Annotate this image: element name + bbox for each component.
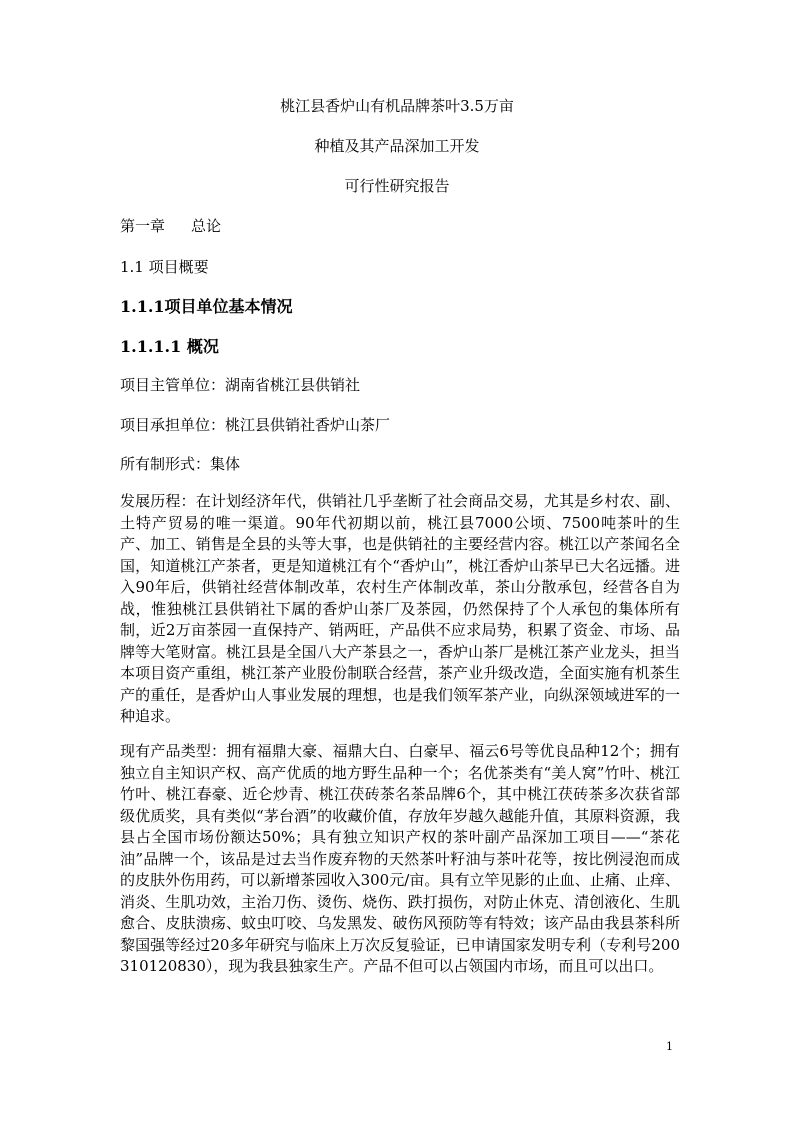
undertaker-unit: 项目承担单位：桃江县供销社香炉山茶厂 [120,416,391,434]
section-heading-1-1-1-1: 1.1.1.1 概况 [120,337,219,356]
report-title-line-1: 桃江县香炉山有机品牌茶叶3.5万亩 [280,97,514,115]
section-heading-1-1: 1.1 项目概要 [120,258,209,276]
supervisor-unit: 项目主管单位：湖南省桃江县供销社 [120,376,361,394]
chapter-name: 总论 [191,217,222,235]
page-number: 1 [666,1040,673,1053]
chapter-heading [120,216,221,236]
history-paragraph: 发展历程：在计划经济年代，供销社几乎垄断了社会商品交易，尤其是乡村农、副、土特产贸易的唯一渠道。90年代初期以前，桃江县7000公顷、7500吨茶叶的生产、加工、销售是全县的头等大事，也是供销社的主要经营内容。桃江以产茶闻名全国，知道桃江产茶者，更是知道桃江有个“香炉山”，桃江香炉山茶早已大名远播。进入90年后，供销社经营体制改革，农村生产体制改革，茶山分散承包，经营各自为战，惟独桃江县供销社下属的香炉山茶厂及茶园，仍然保持了个人承包的集体所有制，近2万亩茶园一直保持产、销两旺，产品供不应求局势，积累了资金、市场、品牌等大笔财富。桃江县是全国八大产茶县之一，香炉山茶厂是桃江茶产业龙头，担当本项目资产重组，桃江茶产业股份制联合经营，茶产业升级改造，全面实施有机茶生产的重任，是香炉山人事业发展的理想，也是我们领军茶产业，向纵深领域进军的一种追求。 [120,492,680,725]
section-heading-1-1-1: 1.1.1项目单位基本情况 [120,297,293,316]
products-paragraph: 现有产品类型：拥有福鼎大豪、福鼎大白、白豪早、福云6号等优良品种12个；拥有独立自主知识产权、高产优质的地方野生品种一个；名优茶类有“美人窝”竹叶、桃江竹叶、桃江春豪、近仑炒青、桃江茯砖茶名茶品牌6个，其中桃江茯砖茶多次获省部级优质奖，具有类似“茅台酒”的收藏价值，存放年岁越久越能升值，其原料资源，我县占全国市场份额达50%；具有独立知识产权的茶叶副产品深加工项目——“茶花油”品牌一个，该品是过去当作废弃物的天然茶叶籽油与茶叶花等，按比例浸泡而成的皮肤外伤用药，可以新增茶园收入300元/亩。具有立竿见影的止血、止痛、止痒、消炎、生肌功效，主治刀伤、烫伤、烧伤、跌打损伤，对防止休克、清创液化、生肌愈合、皮肤溃疡、蚊虫叮咬、乌发黑发、破伤风预防等有特效；该产品由我县茶科所黎国强等经过20多年研究与临床上万次反复验证，已申请国家发明专利（专利号200310120830），现为我县独家生产。产品不但可以占领国内市场，而且可以出口。 [120,742,680,975]
report-title-line-3: 可行性研究报告 [344,177,450,195]
ownership-form: 所有制形式：集体 [120,455,241,473]
chapter-number: 第一章 [120,217,166,235]
report-title-line-2: 种植及其产品深加工开发 [314,137,480,155]
